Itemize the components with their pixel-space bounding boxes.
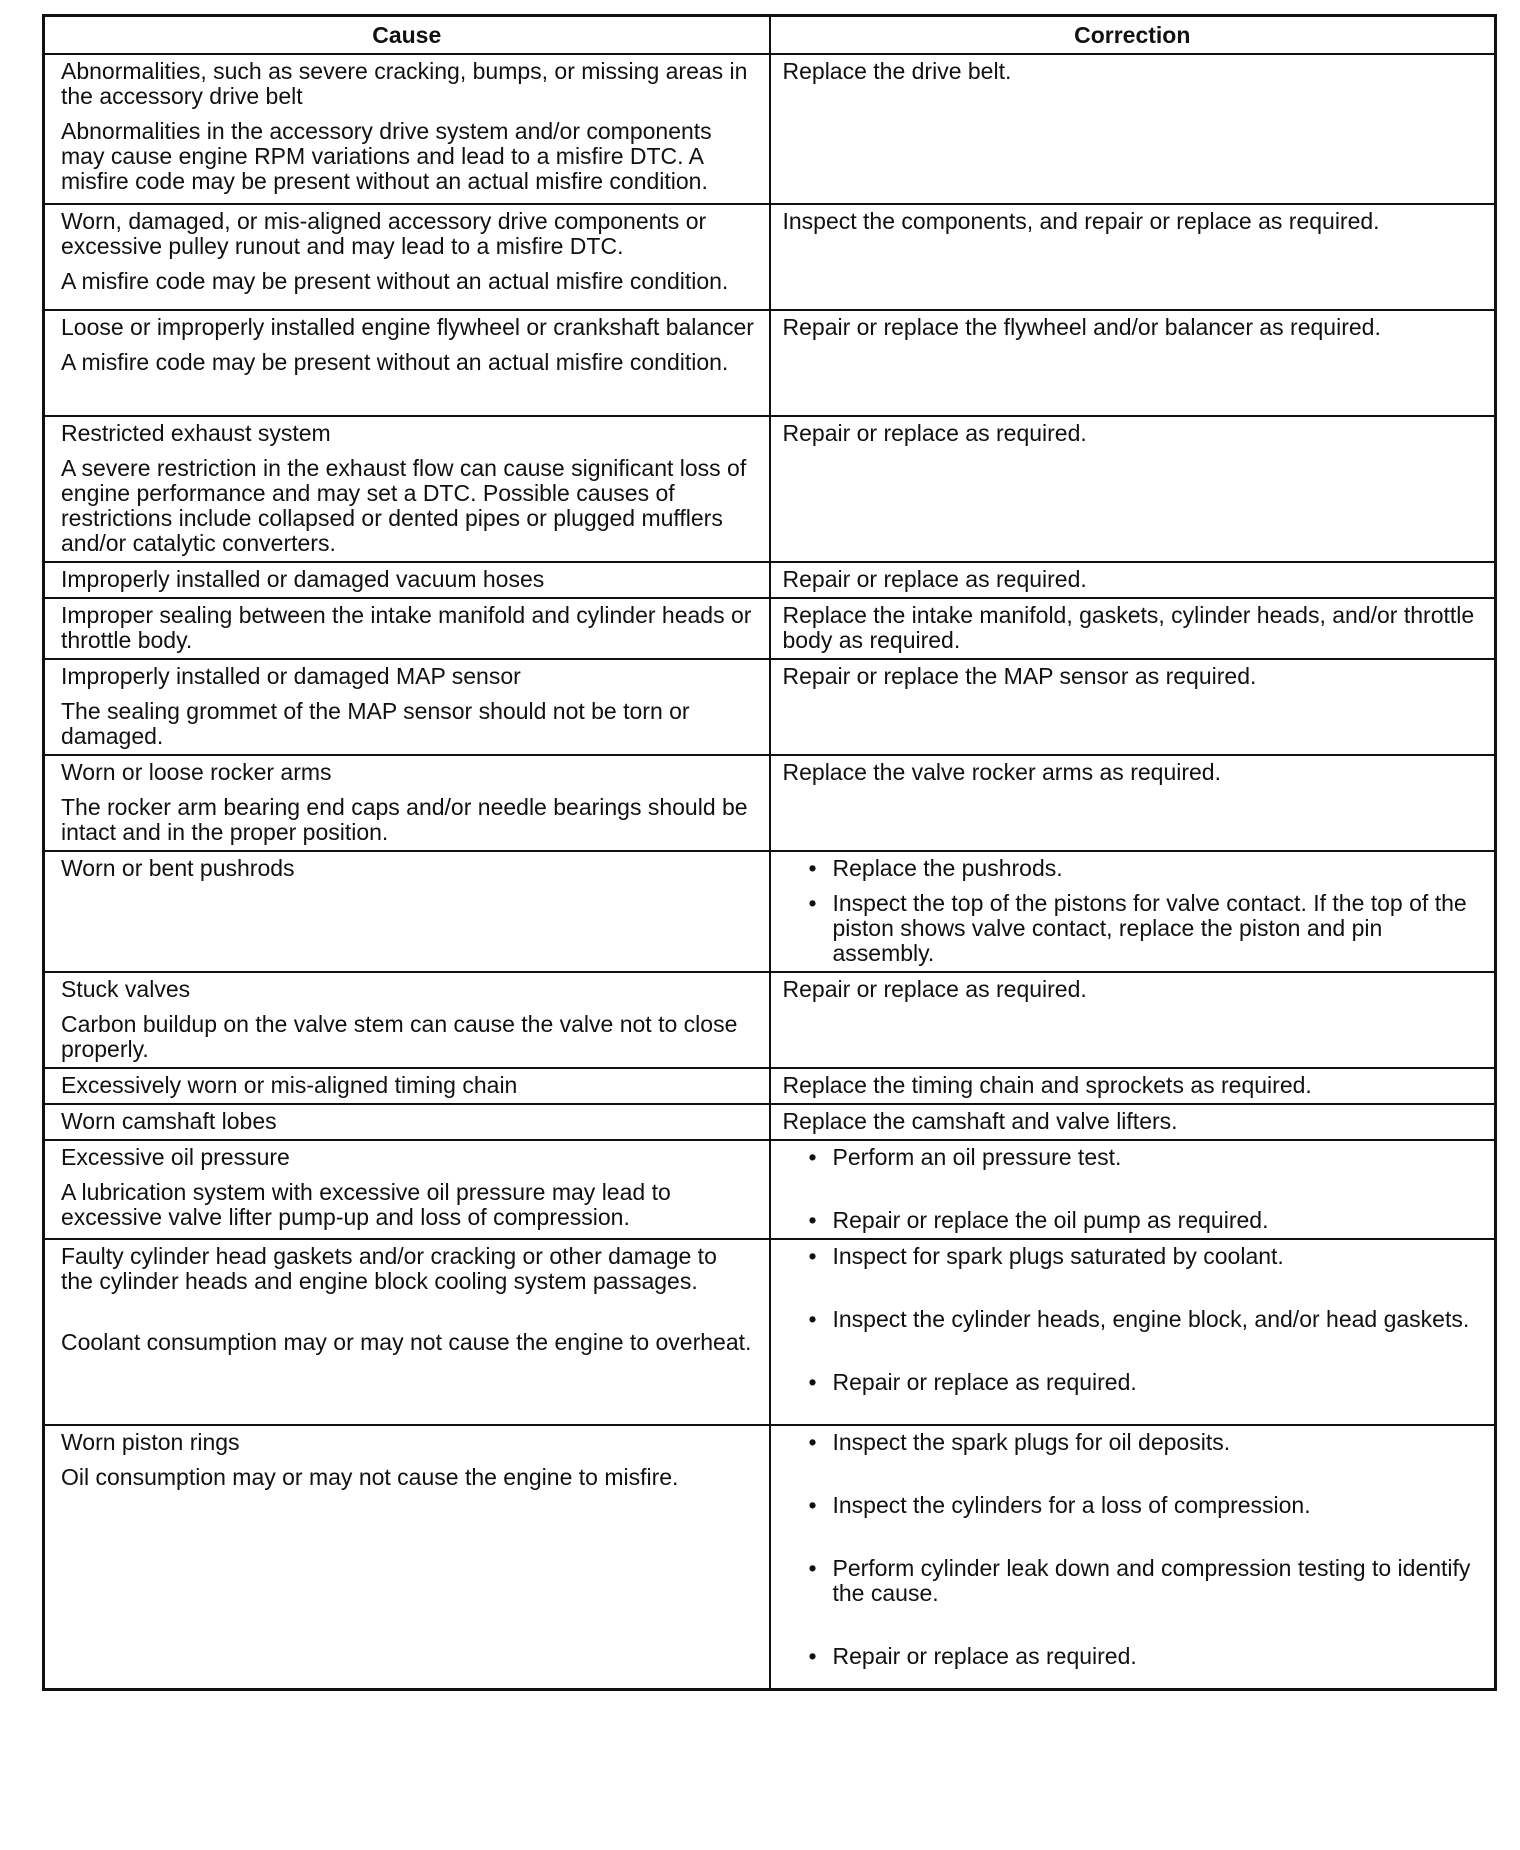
table-row [44,851,1496,972]
correction-bullet: • Repair or replace as required. [809,1644,1481,1669]
cause-cell [44,659,770,755]
cause-cell [44,851,770,972]
table-row [44,972,1496,1068]
column-header-cause: Cause [44,16,770,55]
correction-cell [770,1140,1496,1239]
table-row [44,1068,1496,1104]
correction-cell [770,598,1496,659]
cause-cell [44,972,770,1068]
cause-text: Restricted exhaust system [61,420,331,446]
correction-cell [770,851,1496,972]
correction-text: Repair or replace as required. [782,420,1087,446]
correction-text: Repair or replace as required. [782,976,1087,1002]
correction-bullet: • Repair or replace as required. [809,1370,1481,1395]
cause-text: Worn or loose rocker arms [61,759,332,785]
correction-text: Replace the intake manifold, gaskets, cylinder heads, and/or throttle body as required. [782,602,1475,653]
table-row [44,416,1496,562]
cause-text: Improperly installed or damaged MAP sensor [61,663,521,689]
table-row [44,1425,1496,1689]
correction-text: Repair or replace the MAP sensor as required. [782,663,1257,689]
cause-cell [44,1068,770,1104]
table-row [44,659,1496,755]
cause-cell [44,1239,770,1425]
cause-text: The rocker arm bearing end caps and/or needle bearings should be intact and in the proper position. [61,794,748,845]
table-row [44,310,1496,416]
correction-cell [770,1425,1496,1689]
cause-cell [44,755,770,851]
correction-bullet-list [783,1244,1481,1395]
cause-text: The sealing grommet of the MAP sensor should not be torn or damaged. [61,698,690,749]
cause-text: Abnormalities in the accessory drive system and/or components may cause engine RPM variations and lead to a misfire DTC. A misfire code may be present without an actual misfire condition. [61,118,712,194]
header-row [44,16,1496,55]
cause-text: A lubrication system with excessive oil pressure may lead to excessive valve lifter pump-up and loss of compression. [61,1179,671,1230]
correction-bullet-list [783,856,1481,966]
table-row [44,204,1496,310]
cause-text: Worn camshaft lobes [61,1108,277,1134]
document-page [42,14,1494,1691]
correction-text: Replace the camshaft and valve lifters. [782,1108,1178,1134]
cause-correction-table [42,14,1497,1691]
table-row [44,1104,1496,1140]
cause-text: Excessively worn or mis-aligned timing chain [61,1072,518,1098]
correction-bullet: • Inspect the spark plugs for oil deposits. [809,1430,1481,1455]
cause-cell [44,204,770,310]
cause-cell [44,1140,770,1239]
cause-cell [44,416,770,562]
cause-text: A misfire code may be present without an actual misfire condition. [61,349,729,375]
correction-cell [770,310,1496,416]
cause-cell [44,310,770,416]
cause-text: Loose or improperly installed engine flywheel or crankshaft balancer [61,314,754,340]
correction-bullet: • Perform cylinder leak down and compression testing to identify the cause. [809,1556,1481,1606]
cause-cell [44,562,770,598]
cause-text: Abnormalities, such as severe cracking, bumps, or missing areas in the accessory drive belt [61,58,748,109]
correction-bullet: • Repair or replace the oil pump as required. [809,1208,1481,1233]
cause-text: Excessive oil pressure [61,1144,290,1170]
cause-text: Improperly installed or damaged vacuum hoses [61,566,545,592]
cause-text: Improper sealing between the intake manifold and cylinder heads or throttle body. [61,602,752,653]
table-row [44,1140,1496,1239]
correction-bullet: • Perform an oil pressure test. [809,1145,1481,1170]
correction-text: Replace the timing chain and sprockets as required. [782,1072,1312,1098]
cause-text: Worn, damaged, or mis-aligned accessory drive components or excessive pulley runout and may lead to a misfire DTC. [61,208,707,259]
correction-bullet-list [783,1145,1481,1233]
cause-text: Stuck valves [61,976,191,1002]
correction-cell [770,54,1496,204]
cause-cell [44,54,770,204]
cause-text: Worn piston rings [61,1429,240,1455]
correction-bullet: • Replace the pushrods. [809,856,1481,881]
table-row [44,54,1496,204]
cause-text: Worn or bent pushrods [61,855,295,881]
correction-text: Repair or replace the flywheel and/or balancer as required. [782,314,1381,340]
column-header-correction: Correction [770,16,1496,55]
cause-cell [44,1104,770,1140]
correction-cell [770,416,1496,562]
correction-text: Repair or replace as required. [782,566,1087,592]
correction-text: Inspect the components, and repair or replace as required. [782,208,1380,234]
correction-bullet: • Inspect the cylinder heads, engine block, and/or head gaskets. [809,1307,1481,1332]
correction-text: Replace the valve rocker arms as required. [782,759,1221,785]
table-row [44,1239,1496,1425]
table-row [44,598,1496,659]
correction-cell [770,1239,1496,1425]
correction-cell [770,1068,1496,1104]
correction-bullet: • Inspect the cylinders for a loss of compression. [809,1493,1481,1518]
cause-text: A misfire code may be present without an actual misfire condition. [61,268,729,294]
cause-text: A severe restriction in the exhaust flow can cause significant loss of engine performance and may set a DTC. Possible causes of restrictions include collapsed or dented pipes or plugged mufflers and/or catalytic converters. [61,455,747,556]
cause-text: Faulty cylinder head gaskets and/or cracking or other damage to the cylinder heads and engine block cooling system passages. [61,1243,717,1294]
correction-cell [770,755,1496,851]
correction-text: Replace the drive belt. [782,58,1012,84]
cause-cell [44,1425,770,1689]
cause-text: Coolant consumption may or may not cause the engine to overheat. [61,1329,752,1355]
cause-cell [44,598,770,659]
correction-cell [770,562,1496,598]
cause-text: Oil consumption may or may not cause the engine to misfire. [61,1464,679,1490]
correction-cell [770,972,1496,1068]
cause-text: Carbon buildup on the valve stem can cause the valve not to close properly. [61,1011,738,1062]
table-row [44,562,1496,598]
table-row [44,755,1496,851]
correction-cell [770,659,1496,755]
correction-cell [770,204,1496,310]
correction-cell [770,1104,1496,1140]
correction-bullet: • Inspect for spark plugs saturated by coolant. [809,1244,1481,1269]
correction-bullet-list [783,1430,1481,1669]
correction-bullet: • Inspect the top of the pistons for valve contact. If the top of the piston shows valve contact, replace the piston and pin assembly. [809,891,1481,966]
